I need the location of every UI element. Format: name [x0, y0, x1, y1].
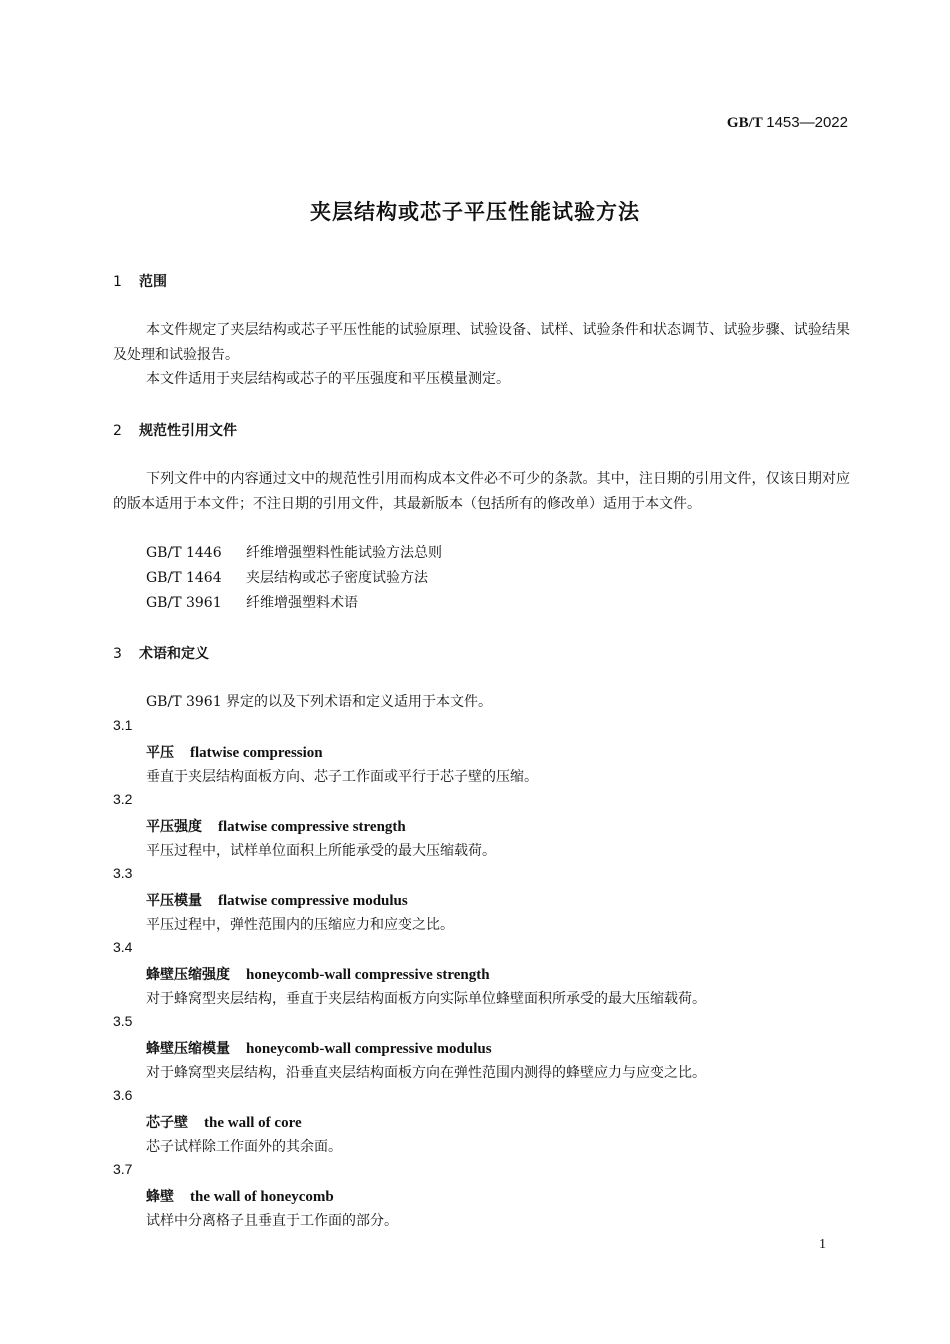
term-name-cn: 平压 — [146, 745, 174, 761]
paragraph: 下列文件中的内容通过文中的规范性引用而构成本文件必不可少的条款。其中，注日期的引用文件，仅该日期对应的版本适用于本文件；不注日期的引用文件，其最新版本（包括所有的修改单）适用于本文件。 — [113, 471, 850, 512]
term-name — [146, 1112, 302, 1132]
term-definition: 试样中分离格子且垂直于工作面的部分。 — [146, 1213, 398, 1229]
section-title: 术语和定义 — [139, 646, 209, 662]
term-name-cn: 蜂壁压缩模量 — [146, 1041, 230, 1057]
term-name-cn: 平压模量 — [146, 893, 202, 909]
term-definition: 垂直于夹层结构面板方向、芯子工作面或平行于芯子壁的压缩。 — [146, 769, 538, 785]
section-number: 1 — [113, 274, 122, 290]
term-definition: 芯子试样除工作面外的其余面。 — [146, 1139, 342, 1155]
document-title: 夹层结构或芯子平压性能试验方法 — [310, 200, 640, 224]
term-name-en: the wall of core — [204, 1115, 302, 1131]
term-name-en: flatwise compression — [190, 745, 323, 761]
page-number: 1 — [819, 1237, 826, 1252]
term-definition: 对于蜂窝型夹层结构，沿垂直夹层结构面板方向在弹性范围内测得的蜂壁应力与应变之比。 — [146, 1065, 706, 1081]
paragraph: GB/T 3961 界定的以及下列术语和定义适用于本文件。 — [146, 694, 493, 710]
term-number: 3.4 — [113, 939, 133, 955]
term-name-en: honeycomb-wall compressive strength — [246, 967, 490, 983]
term-number: 3.2 — [113, 791, 133, 807]
term-name-en: flatwise compressive modulus — [218, 893, 408, 909]
reference-title: 纤维增强塑料术语 — [246, 595, 358, 611]
paragraph: 本文件适用于夹层结构或芯子的平压强度和平压模量测定。 — [146, 371, 510, 387]
section-heading-scope — [113, 271, 167, 291]
reference-title: 夹层结构或芯子密度试验方法 — [246, 570, 428, 586]
reference-code: GB/T 1464 — [146, 570, 222, 586]
term-definition: 平压过程中，试样单位面积上所能承受的最大压缩载荷。 — [146, 843, 496, 859]
term-name — [146, 1038, 492, 1058]
term-name-en: honeycomb-wall compressive modulus — [246, 1041, 492, 1057]
term-number: 3.1 — [113, 717, 133, 733]
reference-item — [146, 567, 428, 587]
term-name-cn: 蜂壁 — [146, 1189, 174, 1205]
term-name — [146, 816, 406, 836]
standard-number: 1453—2022 — [766, 114, 848, 131]
term-name-cn: 平压强度 — [146, 819, 202, 835]
section-heading-normative-references — [113, 420, 237, 440]
term-name — [146, 742, 323, 762]
term-number: 3.5 — [113, 1013, 133, 1029]
term-definition: 平压过程中，弹性范围内的压缩应力和应变之比。 — [146, 917, 454, 933]
term-number: 3.7 — [113, 1161, 133, 1177]
term-name-cn: 蜂壁压缩强度 — [146, 967, 230, 983]
reference-item — [146, 592, 358, 612]
section-number: 3 — [113, 646, 122, 662]
term-name — [146, 1186, 334, 1206]
standard-prefix: GB/T — [726, 115, 763, 131]
section-title: 规范性引用文件 — [139, 423, 237, 439]
section-heading-terms-definitions — [113, 643, 209, 663]
reference-item — [146, 542, 442, 562]
term-number: 3.6 — [113, 1087, 133, 1103]
term-name — [146, 890, 408, 910]
section-title: 范围 — [139, 274, 167, 290]
standard-code — [727, 114, 848, 132]
paragraph: 本文件规定了夹层结构或芯子平压性能的试验原理、试验设备、试样、试验条件和状态调节、试验步骤、试验结果及处理和试验报告。 — [113, 322, 850, 363]
term-name-cn: 芯子壁 — [146, 1115, 188, 1131]
term-name-en: the wall of honeycomb — [190, 1189, 334, 1205]
term-definition: 对于蜂窝型夹层结构，垂直于夹层结构面板方向实际单位蜂壁面积所承受的最大压缩载荷。 — [146, 991, 706, 1007]
term-name-en: flatwise compressive strength — [218, 819, 406, 835]
reference-code: GB/T 3961 — [146, 595, 222, 611]
reference-code: GB/T 1446 — [146, 545, 222, 561]
term-number: 3.3 — [113, 865, 133, 881]
term-name — [146, 964, 490, 984]
reference-title: 纤维增强塑料性能试验方法总则 — [246, 545, 442, 561]
section-number: 2 — [113, 423, 122, 439]
